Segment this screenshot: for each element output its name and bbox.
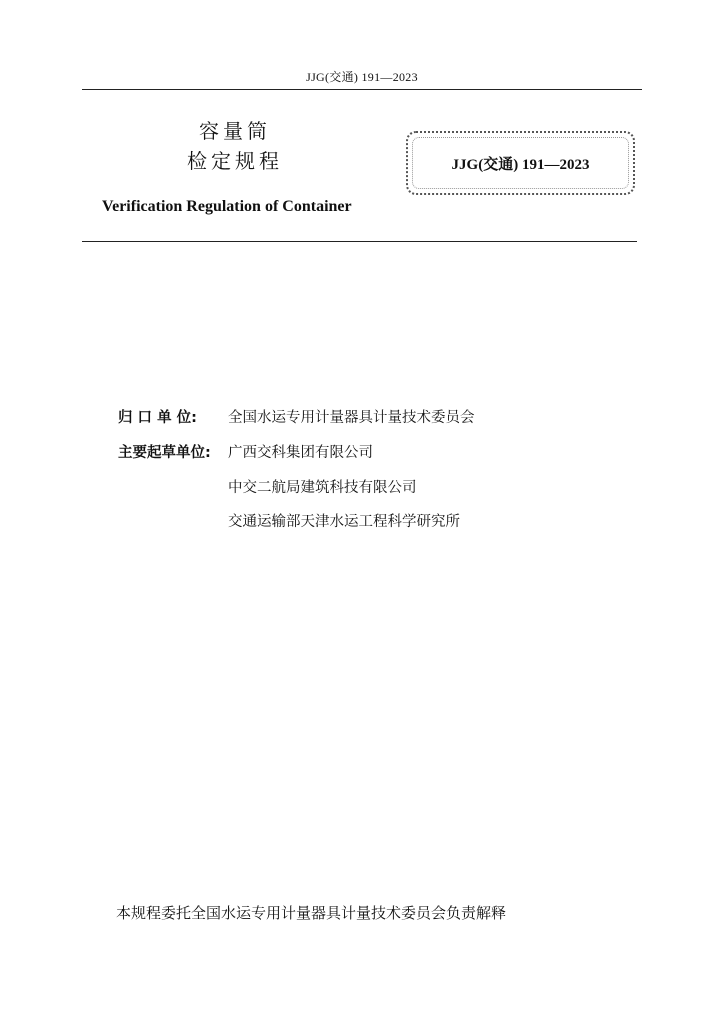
header-divider [82,89,642,90]
drafting-unit-2: 中交二航局建筑科技有限公司 [228,480,417,496]
responsible-unit-value: 全国水运专用计量器具计量技术委员会 [228,410,475,426]
responsible-unit-label: 归 口 单 位: [118,410,197,426]
drafting-unit-row [118,478,417,498]
drafting-unit-row [118,443,373,463]
drafting-unit-3: 交通运输部天津水运工程科学研究所 [228,514,460,530]
drafting-unit-label: 主要起草单位: [118,445,211,461]
standard-code-stamp [406,131,635,195]
drafting-unit-1: 广西交科集团有限公司 [228,445,373,461]
title-chinese-line2: 检定规程 [187,149,283,173]
drafting-unit-row [118,512,460,532]
interpretation-note: 本规程委托全国水运专用计量器具计量技术委员会负责解释 [116,904,507,922]
header-standard-code: JJG(交通) 191—2023 [306,70,418,84]
title-divider [82,241,637,242]
title-english: Verification Regulation of Container [102,198,352,215]
title-chinese-line1: 容量筒 [199,119,271,143]
responsible-unit-row [118,408,475,428]
title-block [150,116,320,176]
stamp-code-text: JJG(交通) 191—2023 [451,156,590,173]
